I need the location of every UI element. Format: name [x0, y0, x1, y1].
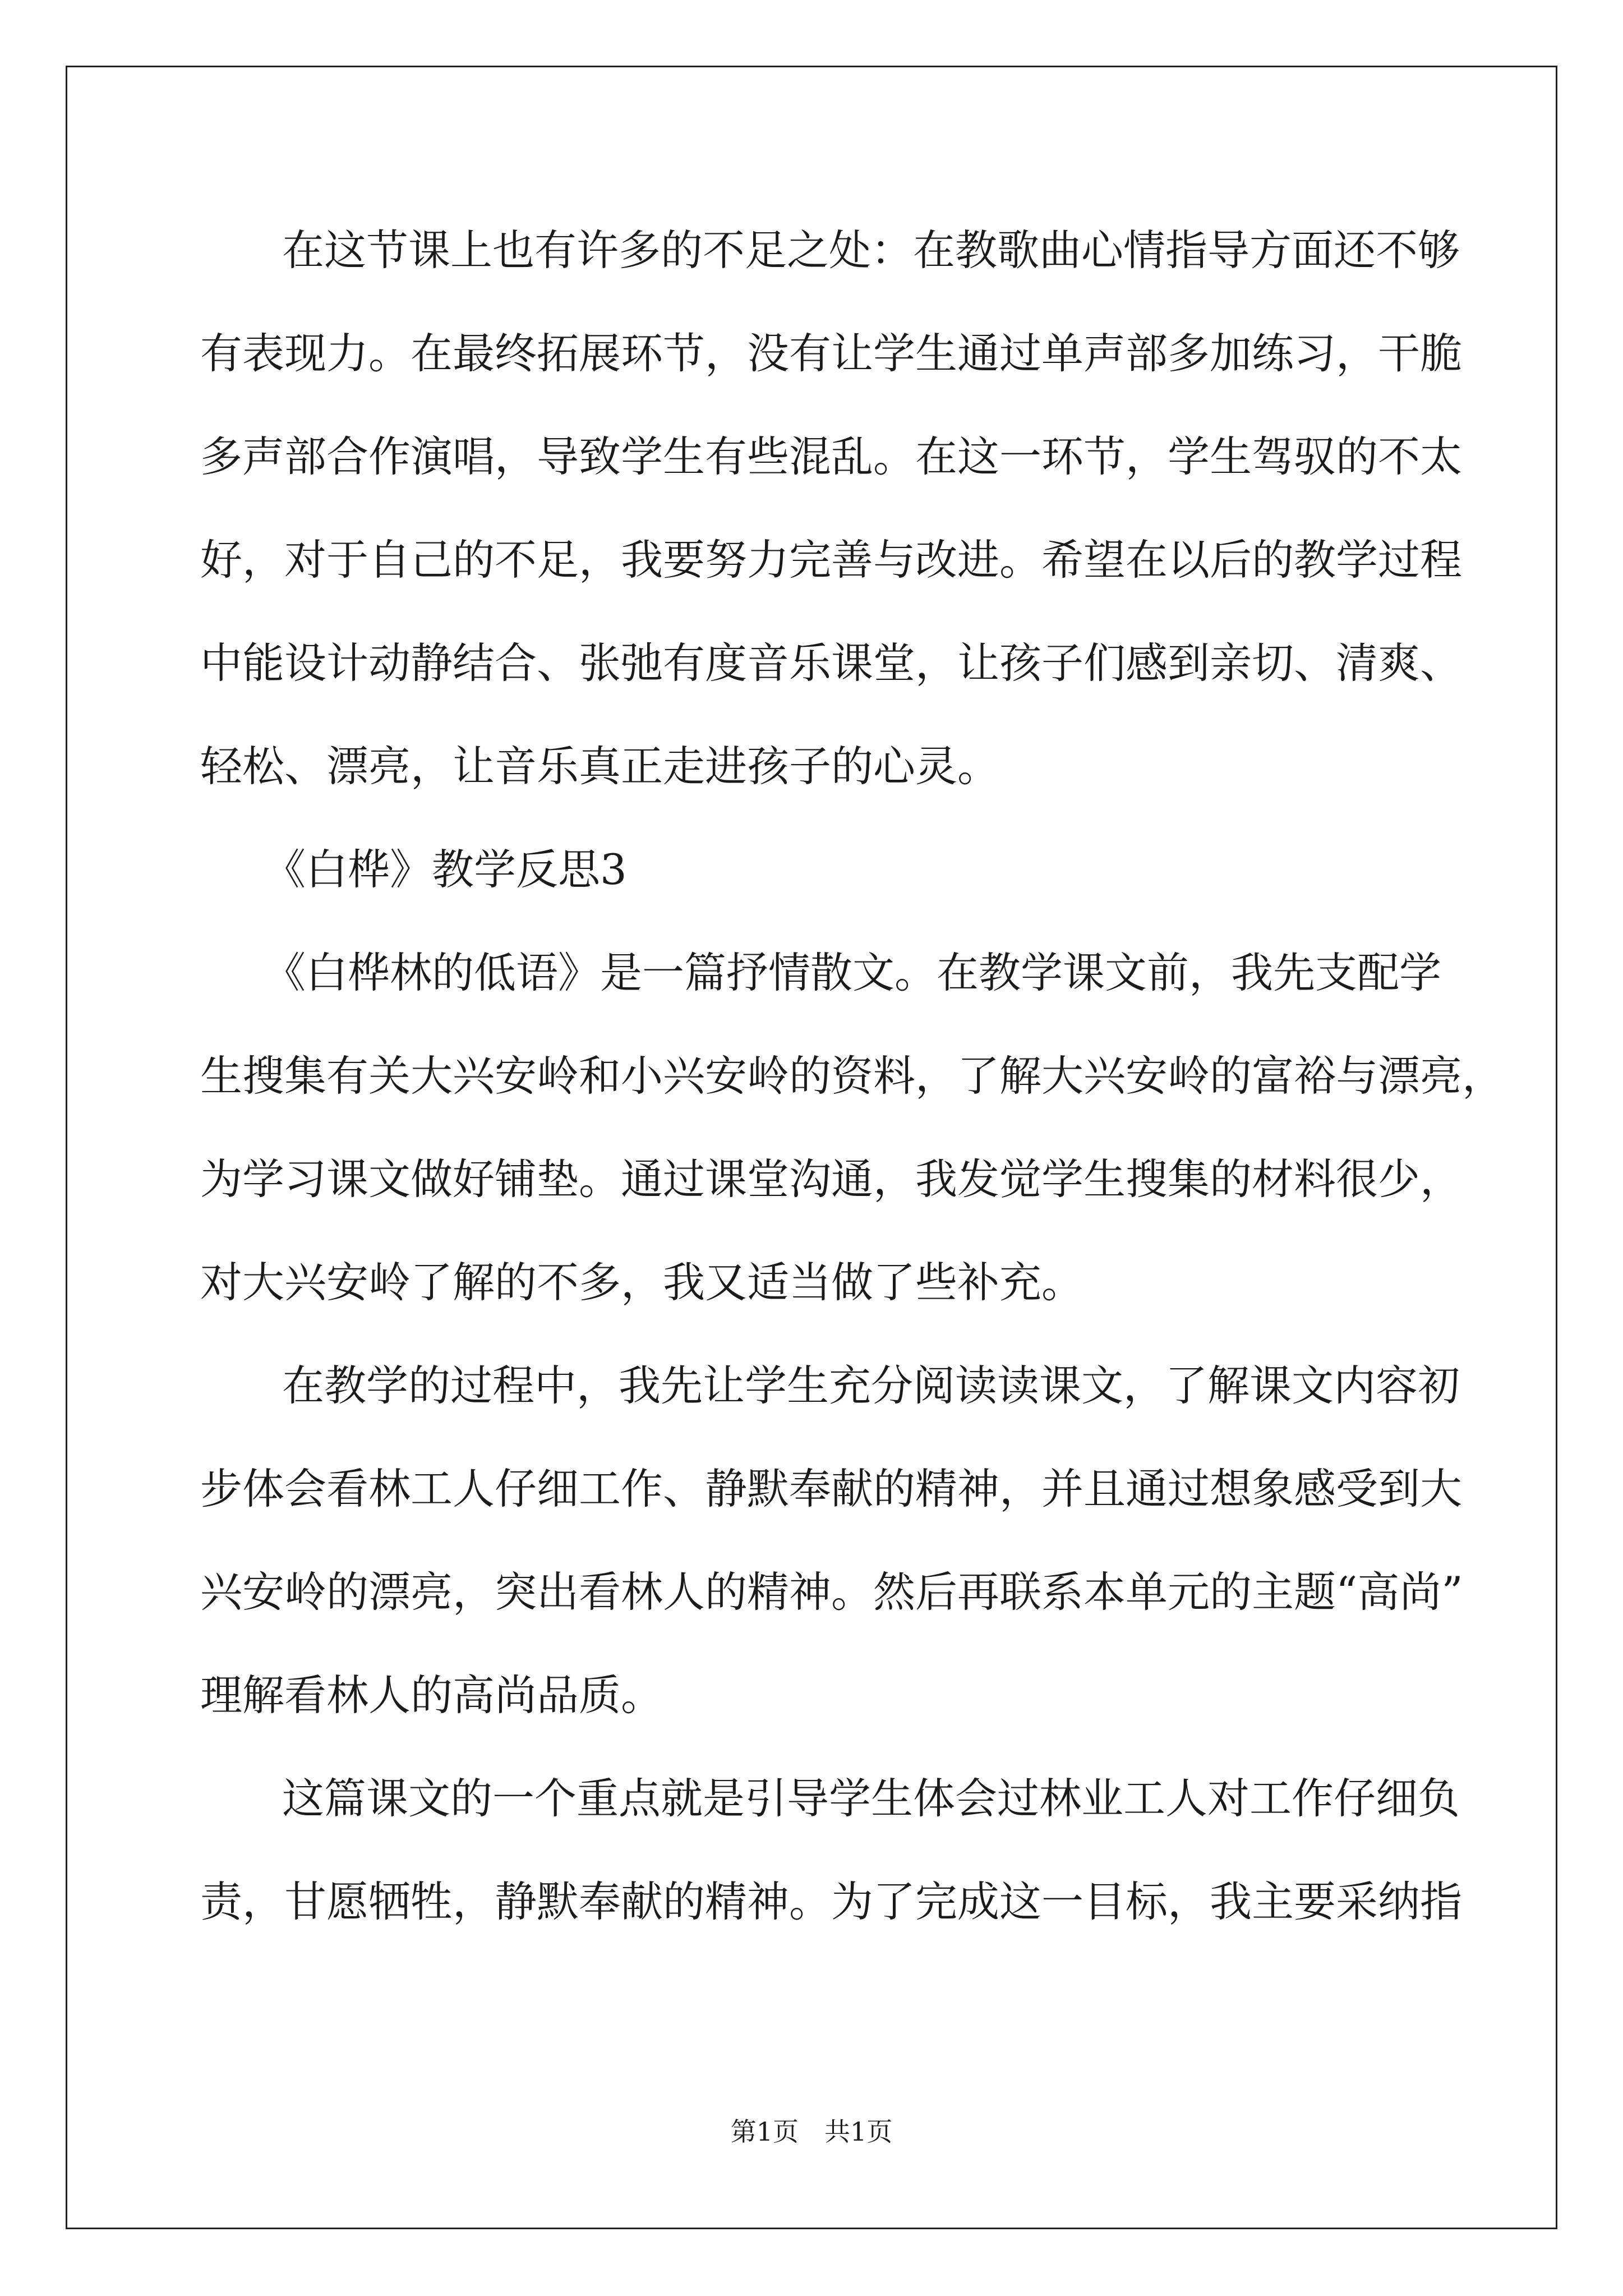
paragraph-2: [200, 940, 1505, 1353]
text-line: 好，对于自己的不足，我要努力完善与改进。希望在以后的教学过程: [200, 535, 1463, 585]
text-line: 《白桦林的低语》是一篇抒情散文。在教学课文前，我先支配学: [264, 948, 1442, 997]
text-line: 步体会看林工人仔细工作、静默奉献的精神，并且通过想象感受到大: [200, 1464, 1463, 1513]
text-line: 责，甘愿牺牲，静默奉献的精神。为了完成这一目标，我主要采纳指: [200, 1877, 1463, 1926]
text-line: 多声部合作演唱，导致学生有些混乱。在这一环节，学生驾驭的不太: [200, 432, 1463, 481]
text-line: 轻松、漂亮，让音乐真正走进孩子的心灵。: [200, 742, 1000, 791]
text-line: 理解看林人的高尚品质。: [200, 1671, 663, 1720]
text-line: 在教学的过程中，我先让学生充分阅读读课文，了解课文内容初: [282, 1361, 1460, 1410]
page-footer: 第1页 共1页: [730, 2116, 893, 2147]
text-line: 生搜集有关大兴安岭和小兴安岭的资料，了解大兴安岭的富裕与漂亮，: [200, 1051, 1505, 1101]
paragraph-1: [200, 218, 1463, 837]
text-line: 有表现力。在最终拓展环节，没有让学生通过单声部多加练习，干脆: [200, 329, 1463, 378]
paragraph-4: [200, 1766, 1463, 1972]
document-body: [200, 218, 1505, 1972]
text-line: 在这节课上也有许多的不足之处：在教歌曲心情指导方面还不够: [282, 226, 1460, 275]
text-line: 中能设计动静结合、张弛有度音乐课堂，让孩子们感到亲切、清爽、: [200, 638, 1463, 688]
text-line: 兴安岭的漂亮，突出看林人的精神。然后再联系本单元的主题“高尚”: [200, 1567, 1463, 1617]
paragraph-3: [200, 1353, 1463, 1766]
section-heading: 《白桦》教学反思3: [264, 845, 627, 894]
text-line: 为学习课文做好铺垫。通过课堂沟通，我发觉学生搜集的材料很少，: [200, 1154, 1463, 1204]
text-line: 这篇课文的一个重点就是引导学生体会过林业工人对工作仔细负: [282, 1774, 1460, 1823]
text-line: 对大兴安岭了解的不多，我又适当做了些补充。: [200, 1258, 1084, 1307]
